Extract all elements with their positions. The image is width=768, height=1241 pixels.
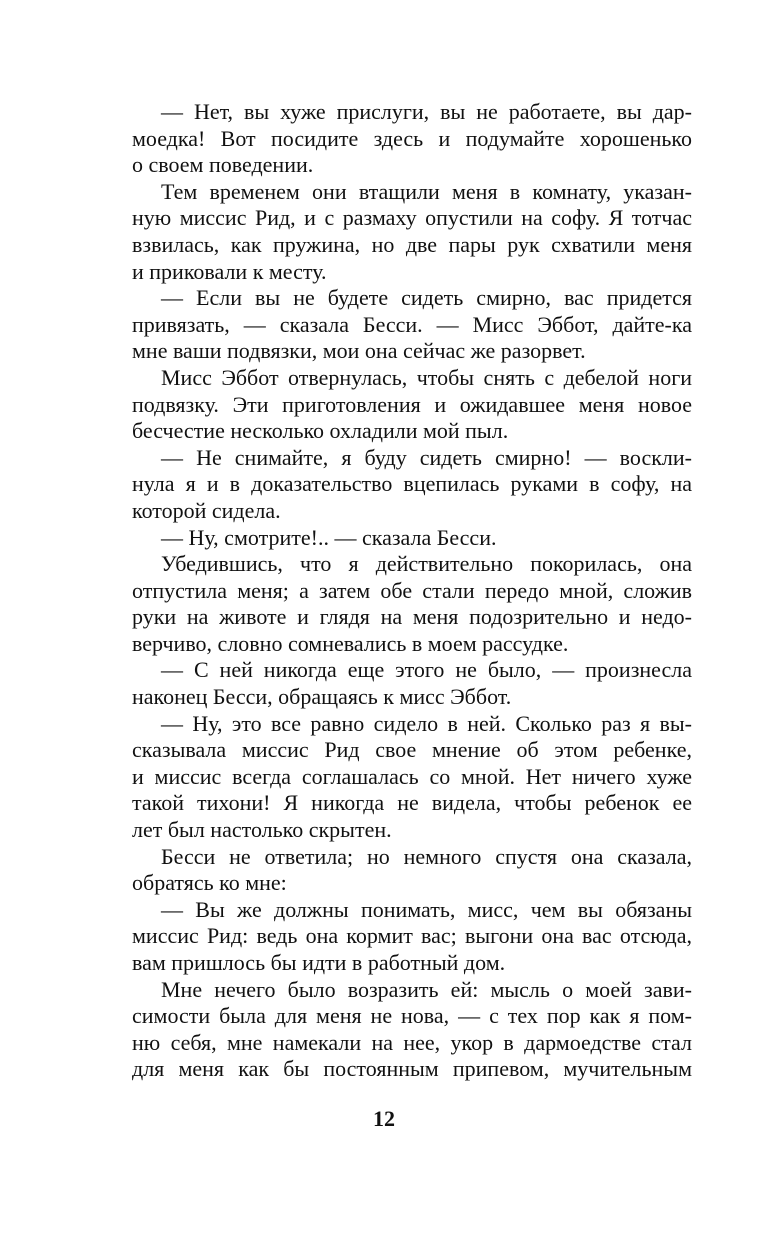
text-line: — Не снимайте, я буду сидеть смирно! — воскли- bbox=[161, 444, 692, 470]
text-line: — С ней никогда еще этого не было, — произнесла bbox=[161, 657, 692, 683]
text-line: Тем временем они втащили меня в комнату, указан- bbox=[161, 178, 692, 204]
text-line: симости была для меня не нова, — с тех пор как я пом- bbox=[132, 1003, 692, 1029]
text-line: привязать, — сказала Бесси. — Мисс Эббот, дайте-ка bbox=[132, 311, 692, 337]
paragraph bbox=[132, 977, 692, 1083]
text-line: взвилась, как пружина, но две пары рук схватили меня bbox=[132, 231, 692, 257]
text-line: — Ну, смотрите!.. — сказала Бесси. bbox=[161, 524, 497, 550]
text-line: о своем поведении. bbox=[132, 152, 314, 178]
text-line: верчиво, словно сомневались в моем рассудке. bbox=[132, 630, 569, 656]
text-line: которой сидела. bbox=[132, 497, 281, 523]
text-line: Мне нечего было возразить ей: мысль о моей зави- bbox=[161, 976, 692, 1002]
text-line: наконец Бесси, обращаясь к мисс Эббот. bbox=[132, 684, 512, 710]
text-line: руки на животе и глядя на меня подозрительно и недо- bbox=[132, 604, 692, 630]
text-line: — Вы же должны понимать, мисс, чем вы обязаны bbox=[161, 896, 692, 922]
text-line: — Ну, это все равно сидело в ней. Сколько раз я вы- bbox=[161, 710, 692, 736]
page-body bbox=[132, 99, 692, 1083]
paragraph bbox=[132, 99, 692, 179]
text-line: отпустила меня; а затем обе стали передо мной, сложив bbox=[132, 577, 692, 603]
page-number: 12 bbox=[373, 1106, 395, 1131]
paragraph bbox=[132, 551, 692, 657]
text-line: лет был настолько скрытен. bbox=[132, 817, 392, 843]
text-line: Мисс Эббот отвернулась, чтобы снять с дебелой ноги bbox=[161, 364, 692, 390]
text-line: ню себя, мне намекали на нее, укор в дармоедстве стал bbox=[132, 1029, 692, 1055]
paragraph bbox=[132, 657, 692, 710]
text-line: нула я и в доказательство вцепилась руками в софу, на bbox=[132, 471, 692, 497]
text-line: такой тихони! Я никогда не видела, чтобы ребенок ее bbox=[132, 790, 692, 816]
paragraph bbox=[132, 844, 692, 897]
text-line: — Нет, вы хуже прислуги, вы не работаете, вы дар- bbox=[161, 99, 692, 124]
text-line: и приковали к месту. bbox=[132, 258, 327, 284]
paragraph bbox=[132, 285, 692, 365]
paragraph bbox=[132, 365, 692, 445]
paragraph bbox=[132, 179, 692, 285]
text-line: Бесси не ответила; но немного спустя она сказала, bbox=[161, 843, 692, 869]
text-line: обратясь ко мне: bbox=[132, 870, 287, 896]
text-line: подвязку. Эти приготовления и ожидавшее меня новое bbox=[132, 391, 692, 417]
paragraph bbox=[132, 525, 692, 552]
text-line: вам пришлось бы идти в работный дом. bbox=[132, 950, 506, 975]
text-line: бесчестие несколько охладили мой пыл. bbox=[132, 418, 509, 444]
text-line: миссис Рид: ведь она кормит вас; выгони она вас отсюда, bbox=[132, 923, 692, 949]
text-line: мне ваши подвязки, мои она сейчас же разорвет. bbox=[132, 338, 586, 364]
paragraph bbox=[132, 445, 692, 525]
text-line: моедка! Вот посидите здесь и подумайте хорошенько bbox=[132, 125, 692, 151]
text-line: — Если вы не будете сидеть смирно, вас придется bbox=[161, 285, 692, 311]
text-line: ную миссис Рид, и с размаху опустили на софу. Я тотчас bbox=[132, 205, 692, 231]
text-line: Убедившись, что я действительно покорилась, она bbox=[161, 551, 692, 577]
paragraph bbox=[132, 711, 692, 844]
text-line: и миссис всегда соглашалась со мной. Нет ничего хуже bbox=[132, 763, 692, 789]
paragraph bbox=[132, 897, 692, 977]
text-line: сказывала миссис Рид свое мнение об этом ребенке, bbox=[132, 737, 692, 763]
text-line: для меня как бы постоянным припевом, мучительным bbox=[132, 1056, 692, 1082]
